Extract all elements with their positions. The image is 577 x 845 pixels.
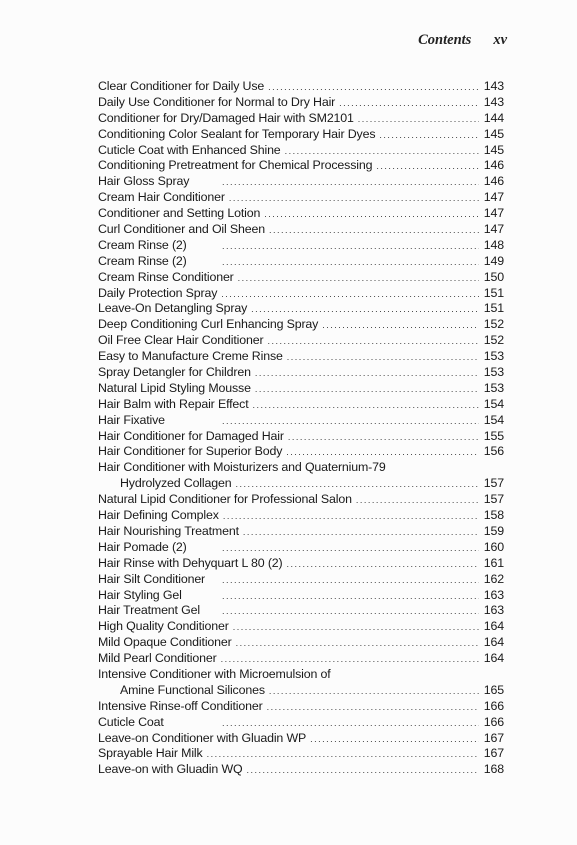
toc-entry: [98, 111, 504, 127]
toc-entry-title: Leave-on with Gluadin WQ: [98, 762, 243, 777]
toc-entry-page: 162: [483, 571, 504, 586]
toc-entry: [98, 444, 504, 460]
dot-leader: [222, 239, 479, 255]
dot-leader: [322, 318, 479, 334]
toc-entry-title: Hair Conditioner with Moisturizers and Quaternium-79: [98, 460, 386, 475]
dot-leader: [255, 382, 479, 398]
toc-entry: [98, 635, 504, 651]
toc-entry-page: 153: [483, 365, 504, 380]
toc-entry-title: Intensive Rinse-off Conditioner: [98, 698, 263, 713]
toc-entry-title: Hair Conditioner for Superior Body: [98, 444, 283, 459]
toc-entry-page: 143: [483, 79, 504, 93]
toc-entry-page: 151: [483, 285, 504, 300]
toc-entry: [98, 222, 504, 238]
toc-entry-title: Deep Conditioning Curl Enhancing Spray: [98, 317, 319, 332]
dot-leader: [222, 175, 479, 191]
toc-entry-page: 147: [483, 206, 504, 221]
dot-leader: [221, 652, 479, 668]
toc-entry: [98, 619, 504, 635]
toc-entry: [98, 603, 504, 619]
toc-entry: [98, 381, 504, 397]
toc-entry-title: Cream Hair Conditioner: [98, 190, 225, 205]
toc-entry-page: 146: [483, 174, 504, 189]
dot-leader: [269, 223, 479, 239]
toc-entry: [98, 556, 504, 572]
toc-entry-title: Curl Conditioner and Oil Sheen: [98, 222, 266, 237]
toc-entry-title: Cuticle Coat with Enhanced Shine: [98, 142, 281, 157]
toc-entry-title: Hair Rinse with Dehyquart L 80 (2): [98, 555, 283, 570]
toc-entry-title: Conditioning Pretreatment for Chemical Processing: [98, 158, 373, 173]
toc-entry: [98, 190, 504, 206]
toc-entry: [98, 715, 504, 731]
toc-entry-page: 152: [483, 317, 504, 332]
toc-entry: [98, 397, 504, 413]
toc-entry-page: 157: [483, 476, 504, 491]
toc-entry: [98, 524, 504, 540]
toc-entry-title: Daily Protection Spray: [98, 285, 218, 300]
toc-entry-page: 164: [483, 651, 504, 666]
toc-entry: [98, 683, 504, 699]
dot-leader: [233, 620, 479, 636]
toc-entry-title: Hair Fixative: [98, 412, 165, 427]
dot-leader: [358, 112, 479, 128]
toc-entry: [98, 301, 504, 317]
dot-leader: [222, 604, 479, 620]
toc-entry-page: 143: [483, 94, 504, 109]
toc-entry-title: Intensive Conditioner with Microemulsion of: [98, 666, 331, 681]
dot-leader: [268, 80, 479, 96]
toc-entry-title: Cream Rinse (2): [98, 253, 187, 268]
toc-entry-title: Cream Rinse Conditioner: [98, 269, 234, 284]
toc-entry-page: 164: [483, 635, 504, 650]
toc-entry: [98, 317, 504, 333]
toc-entry-title: Mild Pearl Conditioner: [98, 651, 217, 666]
dot-leader: [207, 747, 479, 763]
toc-entry-title: Hair Conditioner for Damaged Hair: [98, 428, 284, 443]
dot-leader: [222, 255, 479, 271]
toc-entry-title: Cream Rinse (2): [98, 237, 187, 252]
dot-leader: [236, 636, 479, 652]
toc-entry-title: Hair Styling Gel: [98, 587, 182, 602]
dot-leader: [229, 191, 479, 207]
toc-entry-title: Leave-On Detangling Spray: [98, 301, 248, 316]
toc-entry-title: Natural Lipid Styling Mousse: [98, 380, 251, 395]
toc-entry: [98, 460, 504, 476]
toc-entry: [98, 349, 504, 365]
dot-leader: [376, 159, 479, 175]
toc-entry: [98, 651, 504, 667]
running-header: [418, 32, 507, 49]
toc-entry: [98, 476, 504, 492]
toc-entry: [98, 540, 504, 556]
toc-entry-title: Amine Functional Silicones: [120, 682, 265, 697]
toc-entry: [98, 699, 504, 715]
dot-leader: [310, 732, 479, 748]
toc-entry-page: 159: [483, 523, 504, 538]
toc-entry-title: Hair Nourishing Treatment: [98, 523, 239, 538]
dot-leader: [222, 589, 479, 605]
toc-entry-page: 146: [483, 158, 504, 173]
toc-entry: [98, 667, 504, 683]
toc-entry: [98, 365, 504, 381]
toc-entry-page: 165: [483, 682, 504, 697]
toc-entry-title: Cuticle Coat: [98, 714, 164, 729]
toc-entry-title: Clear Conditioner for Daily Use: [98, 79, 265, 93]
dot-leader: [222, 716, 479, 732]
toc-entry-page: 167: [483, 730, 504, 745]
toc-entry-page: 145: [483, 126, 504, 141]
toc-entry: [98, 270, 504, 286]
page-number: xv: [493, 32, 507, 48]
toc-entry-title: Hair Defining Complex: [98, 508, 219, 523]
toc-entry-title: Conditioner and Setting Lotion: [98, 206, 261, 221]
toc-entry-title: Hair Silt Conditioner: [98, 571, 206, 586]
toc-entry-page: 157: [483, 492, 504, 507]
dot-leader: [222, 414, 479, 430]
toc-entry: [98, 158, 504, 174]
toc-entry-page: 158: [483, 508, 504, 523]
toc-entry: [98, 206, 504, 222]
toc-entry-page: 149: [483, 253, 504, 268]
toc-entry-title: Leave-on Conditioner with Gluadin WP: [98, 730, 307, 745]
dot-leader: [251, 302, 479, 318]
dot-leader: [264, 207, 479, 223]
toc-entry: [98, 731, 504, 747]
toc-entry-page: 153: [483, 349, 504, 364]
dot-leader: [269, 684, 479, 700]
toc-entry-title: Conditioner for Dry/Damaged Hair with SM2101: [98, 110, 354, 125]
dot-leader: [287, 557, 479, 573]
toc-entry-title: Hair Treatment Gel: [98, 603, 200, 618]
dot-leader: [339, 96, 479, 112]
toc-entry: [98, 143, 504, 159]
toc-entry-page: 145: [483, 142, 504, 157]
toc-entry-page: 148: [483, 237, 504, 252]
toc-entry-title: Hair Gloss Spray: [98, 174, 190, 189]
toc-entry: [98, 174, 504, 190]
dot-leader: [243, 525, 479, 541]
toc-entry-page: 144: [483, 110, 504, 125]
toc-entry-page: 164: [483, 619, 504, 634]
toc-entry-page: 167: [483, 746, 504, 761]
toc-entry-title: Easy to Manufacture Creme Rinse: [98, 349, 283, 364]
toc-entry: [98, 127, 504, 143]
toc-entry-page: 154: [483, 396, 504, 411]
toc-entry-title: Sprayable Hair Milk: [98, 746, 203, 761]
dot-leader: [267, 334, 479, 350]
toc-entry-page: 166: [483, 714, 504, 729]
dot-leader: [222, 573, 479, 589]
dot-leader: [246, 763, 479, 779]
toc-entry: [98, 286, 504, 302]
toc-entry-page: 153: [483, 380, 504, 395]
toc-entry-title: Natural Lipid Conditioner for Professional Salon: [98, 492, 352, 507]
dot-leader: [379, 128, 479, 144]
toc-entry-page: 147: [483, 222, 504, 237]
toc-entry: [98, 413, 504, 429]
toc-entry-title: Hair Pomade (2): [98, 539, 187, 554]
dot-leader: [286, 445, 479, 461]
dot-leader: [356, 493, 479, 509]
toc-entry: [98, 762, 504, 778]
toc-entry-title: Mild Opaque Conditioner: [98, 635, 232, 650]
toc-entry-page: 168: [483, 762, 504, 777]
dot-leader: [255, 366, 479, 382]
toc-entry-page: 163: [483, 603, 504, 618]
toc-entry-page: 152: [483, 333, 504, 348]
toc-entry-page: 156: [483, 444, 504, 459]
toc-entry: [98, 508, 504, 524]
toc-entry-page: 151: [483, 301, 504, 316]
toc-entry-page: 155: [483, 428, 504, 443]
toc-entry-page: 166: [483, 698, 504, 713]
toc-entry-page: 154: [483, 412, 504, 427]
toc-entry: [98, 429, 504, 445]
toc-entry: [98, 95, 504, 111]
dot-leader: [287, 350, 479, 366]
toc-entry-title: Spray Detangler for Children: [98, 365, 251, 380]
dot-leader: [235, 477, 479, 493]
toc-entry: [98, 746, 504, 762]
toc-entry: [98, 588, 504, 604]
toc-entry-title: Hair Balm with Repair Effect: [98, 396, 249, 411]
section-title: Contents: [418, 32, 472, 48]
toc-entry-page: 160: [483, 539, 504, 554]
toc-entry: [98, 254, 504, 270]
dot-leader: [238, 271, 479, 287]
toc-entry: [98, 492, 504, 508]
toc-entry-title: High Quality Conditioner: [98, 619, 229, 634]
toc-entry-title: Conditioning Color Sealant for Temporary Hair Dyes: [98, 126, 376, 141]
toc-entry-page: 161: [483, 555, 504, 570]
dot-leader: [288, 430, 479, 446]
toc-entry-title: Hydrolyzed Collagen: [120, 476, 232, 491]
dot-leader: [253, 398, 479, 414]
dot-leader: [222, 541, 479, 557]
toc-entry: [98, 572, 504, 588]
toc-entry: [98, 333, 504, 349]
toc-entry: [98, 238, 504, 254]
toc-entry-page: 147: [483, 190, 504, 205]
dot-leader: [267, 700, 479, 716]
toc-entry-title: Oil Free Clear Hair Conditioner: [98, 333, 264, 348]
toc-entry-page: 163: [483, 587, 504, 602]
toc-entry-page: 150: [483, 269, 504, 284]
dot-leader: [223, 509, 479, 525]
toc-entry: [98, 79, 504, 95]
dot-leader: [221, 287, 479, 303]
toc-entry-title: Daily Use Conditioner for Normal to Dry Hair: [98, 94, 336, 109]
dot-leader: [285, 144, 479, 160]
table-of-contents: [98, 79, 504, 778]
